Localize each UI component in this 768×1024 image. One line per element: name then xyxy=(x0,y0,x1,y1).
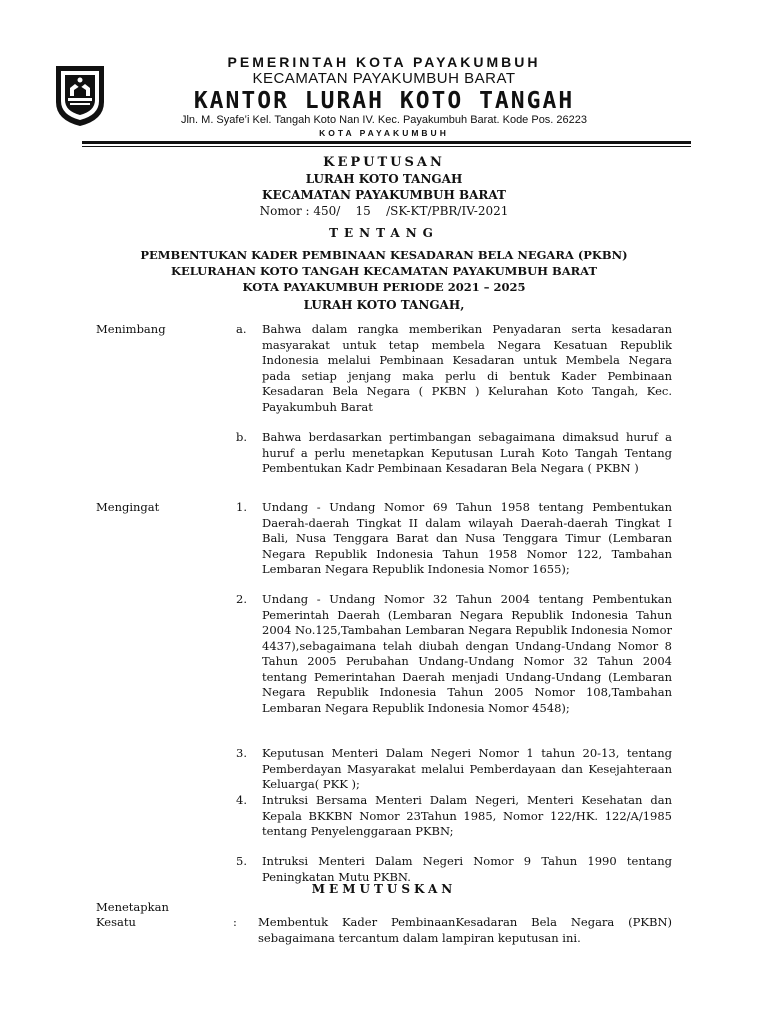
decree-tentang: TENTANG xyxy=(329,226,439,240)
kesatu-colon: : xyxy=(233,915,237,929)
decree-subject xyxy=(0,247,768,295)
list-item: Bahwa dalam rangka memberikan Penyadaran serta kesadaran masyarakat untuk tetap membela Negara Kesatuan Republik Indonesia melalui Pembinaan Kesadaran untuk Membela Negara pada setiap jenjang maka perlu di bentuk Kader Pembinaan Kesadaran Bela Negara ( PKBN ) Kelurahan Koto Tangah, Kec. Payakumbuh Barat xyxy=(262,322,672,414)
decree-subject-line: KELURAHAN KOTO TANGAH KECAMATAN PAYAKUMBUH BARAT xyxy=(170,264,598,278)
decree-issuer: LURAH KOTO TANGAH xyxy=(305,172,463,186)
decree-heading: KEPUTUSAN xyxy=(323,155,445,170)
letterhead-district: KECAMATAN PAYAKUMBUH BARAT xyxy=(252,70,516,87)
list-item: Keputusan Menteri Dalam Negeri Nomor 1 tahun 20-13, tentang Pemberdayan Masyarakat melalui Pemberdayaan dan Kesejahteraan Keluarga( PKK ); xyxy=(262,746,672,791)
list-marker: b. xyxy=(236,430,248,444)
decree-subject-line: KOTA PAYAKUMBUH PERIODE 2021 – 2025 xyxy=(242,280,526,294)
letterhead-city: KOTA PAYAKUMBUH xyxy=(319,128,449,138)
list-item: Intruksi Bersama Menteri Dalam Negeri, Menteri Kesehatan dan Kepala BKKBN Nomor 23Tahun 1985, Nomor 122/HK. 122/A/1985 tentang Penyelenggaraan PKBN; xyxy=(262,793,672,838)
kesatu-text: Membentuk Kader PembinaanKesadaran Bela Negara (PKBN) sebagaimana tercantum dalam lampiran keputusan ini. xyxy=(258,915,672,945)
list-marker: 5. xyxy=(236,854,247,868)
list-item: Undang - Undang Nomor 69 Tahun 1958 tentang Pembentukan Daerah-daerah Tingkat II dalam wilayah Daerah-daerah Tingkat I Bali, Nusa Tenggara Barat dan Nusa Tenggara Timur (Lembaran Negara Republik Indonesia Tahun 1958 Nomor 122, Tambahan Lembaran Negara Republik Indonesia Nomor 1655); xyxy=(262,500,672,576)
decree-number: Nomor : 450/ 15 /SK-KT/PBR/IV-2021 xyxy=(259,204,509,218)
list-marker: 3. xyxy=(236,746,247,760)
menimbang-label: Menimbang xyxy=(96,322,166,336)
list-item: Undang - Undang Nomor 32 Tahun 2004 tentang Pembentukan Pemerintah Daerah (Lembaran Negara Republik Indonesia Tahun 2004 No.125,Tambahan Lembaran Negara Republik Indonesia Nomor 4437),sebagaimana telah diubah dengan Undang-Undang Nomor 8 Tahun 2005 Perubahan Undang-Undang Nomor 32 Tahun 2004 tentang Pemerintahan Daerah menjadi Undang-Undang (Lembaran Negara Republik Indonesia Tahun 2005 Nomor 108,Tambahan Lembaran Negara Republik Indonesia Nomor 4548); xyxy=(262,592,672,715)
letterhead-government: PEMERINTAH KOTA PAYAKUMBUH xyxy=(227,54,541,70)
letterhead-divider-thin xyxy=(82,146,691,147)
decree-subject-line: PEMBENTUKAN KADER PEMBINAAN KESADARAN BELA NEGARA (PKBN) xyxy=(140,248,628,262)
memutuskan-heading: MEMUTUSKAN xyxy=(311,882,457,896)
list-marker: 2. xyxy=(236,592,247,606)
menetapkan-label: Menetapkan xyxy=(96,900,169,914)
decree-signatory-heading: LURAH KOTO TANGAH, xyxy=(303,298,465,312)
list-marker: a. xyxy=(236,322,247,336)
kesatu-label: Kesatu xyxy=(96,915,136,929)
decree-kecamatan: KECAMATAN PAYAKUMBUH BARAT xyxy=(262,188,506,202)
letterhead-divider-thick xyxy=(82,141,691,144)
list-marker: 4. xyxy=(236,793,247,807)
letterhead-address: Jln. M. Syafe’i Kel. Tangah Koto Nan IV. Kec. Payakumbuh Barat. Kode Pos. 26223 xyxy=(180,114,588,126)
list-marker: 1. xyxy=(236,500,247,514)
list-item: Bahwa berdasarkan pertimbangan sebagaimana dimaksud huruf a huruf a perlu menetapkan Keputusan Lurah Koto Tangah Tentang Pembentukan Kadr Pembinaan Kesadaran Bela Negara ( PKBN ) xyxy=(262,430,672,475)
list-item: Intruksi Menteri Dalam Negeri Nomor 9 Tahun 1990 tentang Peningkatan Mutu PKBN. xyxy=(262,854,672,884)
mengingat-label: Mengingat xyxy=(96,500,160,514)
letterhead-office: KANTOR LURAH KOTO TANGAH xyxy=(193,88,575,114)
